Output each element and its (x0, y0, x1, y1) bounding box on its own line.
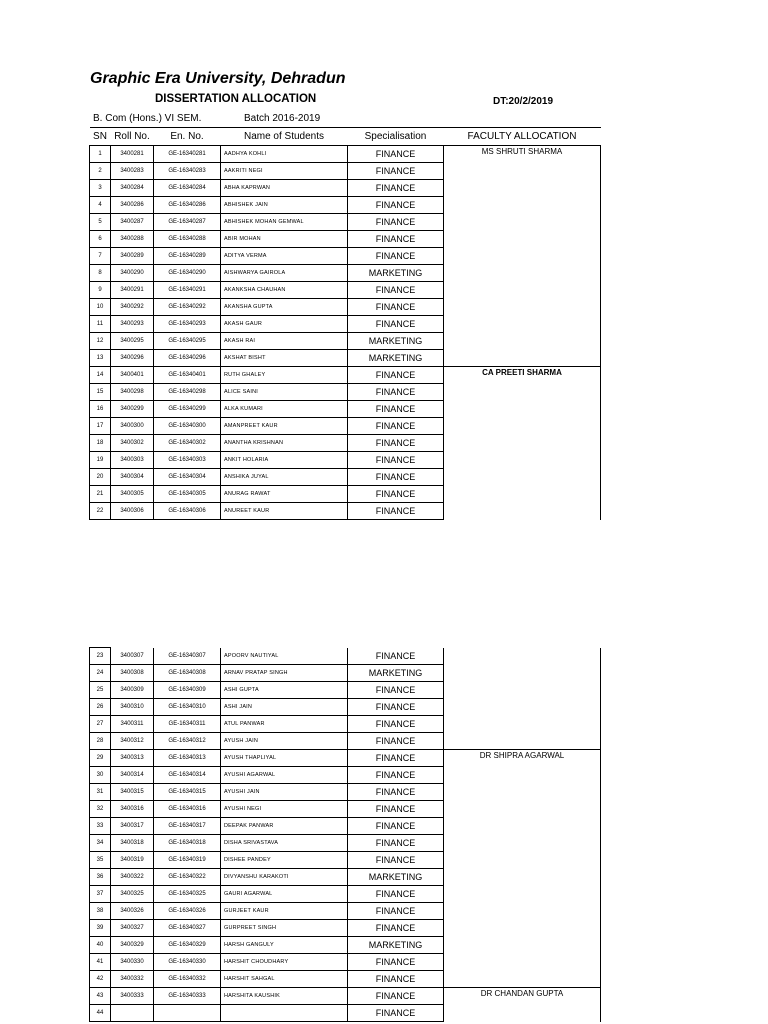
enrollment-number-cell: GE-16340287 (154, 214, 221, 231)
roll-number-cell: 3400286 (111, 197, 154, 214)
specialisation-cell: FINANCE (348, 971, 444, 988)
serial-number-cell: 6 (90, 231, 111, 248)
serial-number-cell: 44 (90, 1005, 111, 1022)
roll-number-cell: 3400311 (111, 716, 154, 733)
roll-number-cell: 3400330 (111, 954, 154, 971)
student-name-cell: AKASH GAUR (221, 316, 348, 333)
enrollment-number-cell: GE-16340286 (154, 197, 221, 214)
enrollment-number-cell: GE-16340290 (154, 265, 221, 282)
serial-number-cell: 37 (90, 886, 111, 903)
enrollment-number-cell: GE-16340329 (154, 937, 221, 954)
faculty-name: DR CHANDAN GUPTA (480, 989, 564, 998)
serial-number-cell: 10 (90, 299, 111, 316)
student-name-cell: ADITYA VERMA (221, 248, 348, 265)
student-name-cell: AAKRITI NEGI (221, 163, 348, 180)
student-name-cell: ATUL PANWAR (221, 716, 348, 733)
enrollment-number-cell: GE-16340317 (154, 818, 221, 835)
enrollment-number-cell: GE-16340312 (154, 733, 221, 750)
specialisation-cell: FINANCE (348, 469, 444, 486)
serial-number-cell: 38 (90, 903, 111, 920)
enrollment-number-cell: GE-16340283 (154, 163, 221, 180)
enrollment-number-cell: GE-16340325 (154, 886, 221, 903)
enrollment-number-cell: GE-16340303 (154, 452, 221, 469)
roll-number-cell: 3400287 (111, 214, 154, 231)
specialisation-cell: FINANCE (348, 367, 444, 384)
student-name-cell: DISHEE PANDEY (221, 852, 348, 869)
serial-number-cell: 24 (90, 665, 111, 682)
specialisation-cell: FINANCE (348, 648, 444, 665)
serial-number-cell: 39 (90, 920, 111, 937)
batch-label: Batch 2016-2019 (244, 113, 321, 124)
student-name-cell: GURJEET KAUR (221, 903, 348, 920)
specialisation-cell: MARKETING (348, 265, 444, 282)
table-row (90, 146, 601, 163)
roll-number-cell: 3400303 (111, 452, 154, 469)
column-header-faculty: FACULTY ALLOCATION (444, 128, 601, 146)
specialisation-cell: FINANCE (348, 886, 444, 903)
serial-number-cell: 1 (90, 146, 111, 163)
serial-number-cell: 7 (90, 248, 111, 265)
specialisation-cell: FINANCE (348, 750, 444, 767)
specialisation-cell: FINANCE (348, 818, 444, 835)
column-header-en: En. No. (154, 128, 221, 146)
student-name-cell: HARSHIT SAHGAL (221, 971, 348, 988)
roll-number-cell: 3400326 (111, 903, 154, 920)
student-name-cell: AKASH RAI (221, 333, 348, 350)
student-name-cell: AYUSHI NEGI (221, 801, 348, 818)
column-header-spec: Specialisation (348, 128, 444, 146)
specialisation-cell: FINANCE (348, 401, 444, 418)
serial-number-cell: 3 (90, 180, 111, 197)
enrollment-number-cell: GE-16340298 (154, 384, 221, 401)
enrollment-number-cell (154, 1005, 221, 1022)
enrollment-number-cell: GE-16340327 (154, 920, 221, 937)
specialisation-cell: FINANCE (348, 784, 444, 801)
student-name-cell: DEEPAK PANWAR (221, 818, 348, 835)
roll-number-cell: 3400310 (111, 699, 154, 716)
enrollment-number-cell: GE-16340293 (154, 316, 221, 333)
enrollment-number-cell: GE-16340302 (154, 435, 221, 452)
specialisation-cell: FINANCE (348, 852, 444, 869)
roll-number-cell: 3400308 (111, 665, 154, 682)
student-name-cell: AYUSHI JAIN (221, 784, 348, 801)
specialisation-cell: FINANCE (348, 733, 444, 750)
serial-number-cell: 14 (90, 367, 111, 384)
allocation-table-page2 (89, 647, 601, 1022)
serial-number-cell: 25 (90, 682, 111, 699)
roll-number-cell: 3400296 (111, 350, 154, 367)
specialisation-cell: FINANCE (348, 1005, 444, 1022)
column-header-name: Name of Students (221, 128, 348, 146)
specialisation-cell: FINANCE (348, 503, 444, 520)
serial-number-cell: 41 (90, 954, 111, 971)
serial-number-cell: 31 (90, 784, 111, 801)
student-name-cell: ALKA KUMARI (221, 401, 348, 418)
enrollment-number-cell: GE-16340318 (154, 835, 221, 852)
student-name-cell: AYUSHI AGARWAL (221, 767, 348, 784)
serial-number-cell: 16 (90, 401, 111, 418)
roll-number-cell: 3400315 (111, 784, 154, 801)
specialisation-cell: FINANCE (348, 282, 444, 299)
enrollment-number-cell: GE-16340319 (154, 852, 221, 869)
enrollment-number-cell: GE-16340288 (154, 231, 221, 248)
roll-number-cell: 3400299 (111, 401, 154, 418)
specialisation-cell: FINANCE (348, 452, 444, 469)
column-header-sn: SN (90, 128, 111, 146)
student-name-cell: RUTH GHALEY (221, 367, 348, 384)
roll-number-cell: 3400302 (111, 435, 154, 452)
student-name-cell: DISHA SRIVASTAVA (221, 835, 348, 852)
serial-number-cell: 22 (90, 503, 111, 520)
table-row (90, 648, 601, 665)
student-name-cell: ALICE SAINI (221, 384, 348, 401)
roll-number-cell: 3400329 (111, 937, 154, 954)
roll-number-cell: 3400314 (111, 767, 154, 784)
faculty-name (444, 648, 600, 649)
roll-number-cell: 3400305 (111, 486, 154, 503)
roll-number-cell: 3400307 (111, 648, 154, 665)
student-name-cell: AKSHAT BISHT (221, 350, 348, 367)
serial-number-cell: 32 (90, 801, 111, 818)
student-name-cell: HARSHITA KAUSHIK (221, 988, 348, 1005)
student-name-cell: ANANTHA KRISHNAN (221, 435, 348, 452)
table-row (90, 750, 601, 767)
roll-number-cell: 3400309 (111, 682, 154, 699)
student-name-cell: ANURAG RAWAT (221, 486, 348, 503)
specialisation-cell: FINANCE (348, 988, 444, 1005)
roll-number-cell: 3400306 (111, 503, 154, 520)
roll-number-cell: 3400322 (111, 869, 154, 886)
student-name-cell: AYUSH THAPLIYAL (221, 750, 348, 767)
faculty-allocation-cell (444, 648, 601, 750)
specialisation-cell: MARKETING (348, 937, 444, 954)
student-name-cell: ABHA KAPRWAN (221, 180, 348, 197)
specialisation-cell: FINANCE (348, 716, 444, 733)
roll-number-cell: 3400281 (111, 146, 154, 163)
roll-number-cell (111, 1005, 154, 1022)
serial-number-cell: 5 (90, 214, 111, 231)
serial-number-cell: 13 (90, 350, 111, 367)
table-row (90, 367, 601, 384)
faculty-allocation-cell (444, 146, 601, 367)
specialisation-cell: FINANCE (348, 214, 444, 231)
student-name-cell: AKANSHA GUPTA (221, 299, 348, 316)
serial-number-cell: 12 (90, 333, 111, 350)
student-name-cell: HARSH GANGULY (221, 937, 348, 954)
serial-number-cell: 26 (90, 699, 111, 716)
roll-number-cell: 3400288 (111, 231, 154, 248)
serial-number-cell: 33 (90, 818, 111, 835)
specialisation-cell: FINANCE (348, 801, 444, 818)
enrollment-number-cell: GE-16340299 (154, 401, 221, 418)
enrollment-number-cell: GE-16340305 (154, 486, 221, 503)
student-name-cell: AKANKSHA CHAUHAN (221, 282, 348, 299)
enrollment-number-cell: GE-16340289 (154, 248, 221, 265)
roll-number-cell: 3400293 (111, 316, 154, 333)
specialisation-cell: FINANCE (348, 903, 444, 920)
student-name-cell: ABHISHEK JAIN (221, 197, 348, 214)
specialisation-cell: MARKETING (348, 350, 444, 367)
enrollment-number-cell: GE-16340309 (154, 682, 221, 699)
specialisation-cell: MARKETING (348, 665, 444, 682)
student-name-cell: GURPREET SINGH (221, 920, 348, 937)
student-name-cell: GAURI AGARWAL (221, 886, 348, 903)
serial-number-cell: 19 (90, 452, 111, 469)
enrollment-number-cell: GE-16340306 (154, 503, 221, 520)
student-name-cell: AISHWARYA GAIROLA (221, 265, 348, 282)
roll-number-cell: 3400318 (111, 835, 154, 852)
roll-number-cell: 3400313 (111, 750, 154, 767)
roll-number-cell: 3400292 (111, 299, 154, 316)
serial-number-cell: 4 (90, 197, 111, 214)
serial-number-cell: 20 (90, 469, 111, 486)
roll-number-cell: 3400333 (111, 988, 154, 1005)
serial-number-cell: 40 (90, 937, 111, 954)
student-name-cell: AADHYA KOHLI (221, 146, 348, 163)
faculty-name: CA PREETI SHARMA (482, 368, 562, 377)
serial-number-cell: 42 (90, 971, 111, 988)
document-subtitle: DISSERTATION ALLOCATION (155, 93, 317, 105)
specialisation-cell: FINANCE (348, 767, 444, 784)
faculty-name: DR SHIPRA AGARWAL (479, 751, 565, 760)
serial-number-cell: 8 (90, 265, 111, 282)
roll-number-cell: 3400298 (111, 384, 154, 401)
specialisation-cell: FINANCE (348, 163, 444, 180)
enrollment-number-cell: GE-16340401 (154, 367, 221, 384)
column-header-roll: Roll No. (111, 128, 154, 146)
specialisation-cell: FINANCE (348, 835, 444, 852)
specialisation-cell: FINANCE (348, 435, 444, 452)
enrollment-number-cell: GE-16340330 (154, 954, 221, 971)
enrollment-number-cell: GE-16340281 (154, 146, 221, 163)
serial-number-cell: 17 (90, 418, 111, 435)
roll-number-cell: 3400291 (111, 282, 154, 299)
specialisation-cell: MARKETING (348, 869, 444, 886)
serial-number-cell: 18 (90, 435, 111, 452)
student-name-cell: DIVYANSHU KARAKOTI (221, 869, 348, 886)
roll-number-cell: 3400332 (111, 971, 154, 988)
roll-number-cell: 3400300 (111, 418, 154, 435)
specialisation-cell: FINANCE (348, 197, 444, 214)
roll-number-cell: 3400312 (111, 733, 154, 750)
enrollment-number-cell: GE-16340310 (154, 699, 221, 716)
enrollment-number-cell: GE-16340316 (154, 801, 221, 818)
enrollment-number-cell: GE-16340304 (154, 469, 221, 486)
roll-number-cell: 3400319 (111, 852, 154, 869)
serial-number-cell: 2 (90, 163, 111, 180)
enrollment-number-cell: GE-16340295 (154, 333, 221, 350)
enrollment-number-cell: GE-16340311 (154, 716, 221, 733)
enrollment-number-cell: GE-16340308 (154, 665, 221, 682)
student-name-cell: AYUSH JAIN (221, 733, 348, 750)
allocation-table-page1 (89, 127, 601, 520)
enrollment-number-cell: GE-16340296 (154, 350, 221, 367)
enrollment-number-cell: GE-16340322 (154, 869, 221, 886)
document-date: DT:20/2/2019 (493, 96, 554, 107)
enrollment-number-cell: GE-16340314 (154, 767, 221, 784)
roll-number-cell: 3400289 (111, 248, 154, 265)
specialisation-cell: FINANCE (348, 180, 444, 197)
serial-number-cell: 21 (90, 486, 111, 503)
serial-number-cell: 27 (90, 716, 111, 733)
serial-number-cell: 30 (90, 767, 111, 784)
roll-number-cell: 3400304 (111, 469, 154, 486)
faculty-allocation-cell (444, 750, 601, 988)
roll-number-cell: 3400316 (111, 801, 154, 818)
faculty-allocation-cell (444, 367, 601, 520)
specialisation-cell: FINANCE (348, 486, 444, 503)
table-header-row (90, 128, 601, 146)
enrollment-number-cell: GE-16340307 (154, 648, 221, 665)
roll-number-cell: 3400290 (111, 265, 154, 282)
enrollment-number-cell: GE-16340292 (154, 299, 221, 316)
roll-number-cell: 3400317 (111, 818, 154, 835)
university-title: Graphic Era University, Dehradun (90, 70, 346, 87)
roll-number-cell: 3400401 (111, 367, 154, 384)
student-name-cell: ASHI JAIN (221, 699, 348, 716)
course-label: B. Com (Hons.) VI SEM. (93, 113, 202, 124)
serial-number-cell: 29 (90, 750, 111, 767)
specialisation-cell: FINANCE (348, 146, 444, 163)
serial-number-cell: 11 (90, 316, 111, 333)
enrollment-number-cell: GE-16340315 (154, 784, 221, 801)
enrollment-number-cell: GE-16340300 (154, 418, 221, 435)
roll-number-cell: 3400325 (111, 886, 154, 903)
serial-number-cell: 15 (90, 384, 111, 401)
specialisation-cell: FINANCE (348, 231, 444, 248)
roll-number-cell: 3400284 (111, 180, 154, 197)
student-name-cell: ANUREET KAUR (221, 503, 348, 520)
specialisation-cell: FINANCE (348, 248, 444, 265)
serial-number-cell: 36 (90, 869, 111, 886)
roll-number-cell: 3400283 (111, 163, 154, 180)
specialisation-cell: FINANCE (348, 920, 444, 937)
enrollment-number-cell: GE-16340313 (154, 750, 221, 767)
roll-number-cell: 3400295 (111, 333, 154, 350)
specialisation-cell: FINANCE (348, 299, 444, 316)
table-row (90, 988, 601, 1005)
specialisation-cell: FINANCE (348, 699, 444, 716)
student-name-cell: ABIR MOHAN (221, 231, 348, 248)
serial-number-cell: 43 (90, 988, 111, 1005)
specialisation-cell: FINANCE (348, 384, 444, 401)
serial-number-cell: 28 (90, 733, 111, 750)
roll-number-cell: 3400327 (111, 920, 154, 937)
student-name-cell: APOORV NAUTIYAL (221, 648, 348, 665)
enrollment-number-cell: GE-16340332 (154, 971, 221, 988)
faculty-allocation-cell (444, 988, 601, 1022)
student-name-cell: ANKIT HOLARIA (221, 452, 348, 469)
enrollment-number-cell: GE-16340284 (154, 180, 221, 197)
student-name-cell: ASHI GUPTA (221, 682, 348, 699)
enrollment-number-cell: GE-16340291 (154, 282, 221, 299)
student-name-cell (221, 1005, 348, 1022)
serial-number-cell: 34 (90, 835, 111, 852)
serial-number-cell: 35 (90, 852, 111, 869)
specialisation-cell: FINANCE (348, 954, 444, 971)
specialisation-cell: FINANCE (348, 682, 444, 699)
enrollment-number-cell: GE-16340326 (154, 903, 221, 920)
student-name-cell: HARSHIT CHOUDHARY (221, 954, 348, 971)
student-name-cell: AMANPREET KAUR (221, 418, 348, 435)
student-name-cell: ARNAV PRATAP SINGH (221, 665, 348, 682)
serial-number-cell: 23 (90, 648, 111, 665)
student-name-cell: ANSHIKA JUYAL (221, 469, 348, 486)
faculty-name: MS SHRUTI SHARMA (481, 147, 563, 156)
serial-number-cell: 9 (90, 282, 111, 299)
enrollment-number-cell: GE-16340333 (154, 988, 221, 1005)
specialisation-cell: MARKETING (348, 333, 444, 350)
specialisation-cell: FINANCE (348, 316, 444, 333)
student-name-cell: ABHISHEK MOHAN GEMWAL (221, 214, 348, 231)
specialisation-cell: FINANCE (348, 418, 444, 435)
